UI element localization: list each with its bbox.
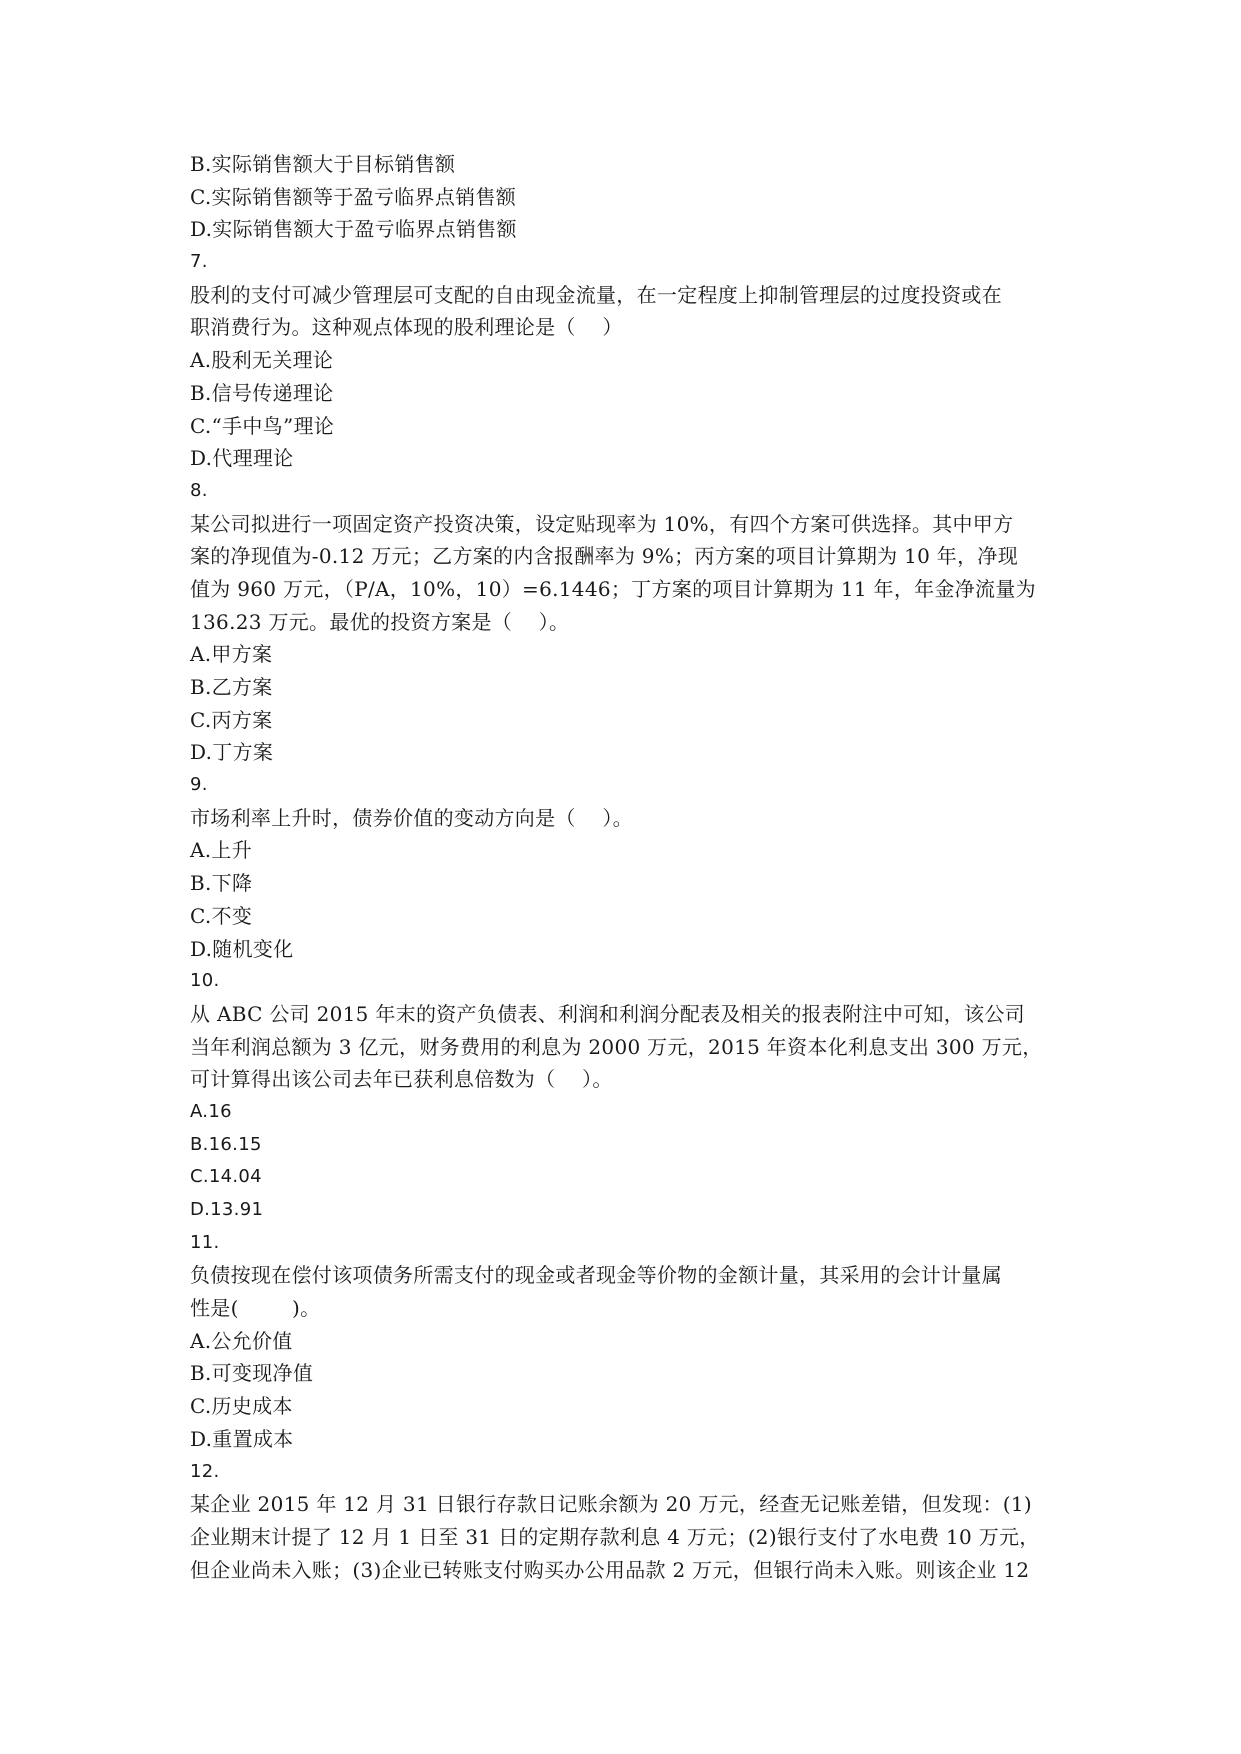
option-line: C.实际销售额等于盈亏临界点销售额 [190,184,517,209]
question-text-line: 市场利率上升时，债券价值的变动方向是（ ）。 [190,805,633,830]
question-8 [190,475,1070,769]
question-text-line: 股利的支付可减少管理层可支配的自由现金流量，在一定程度上抑制管理层的过度投资或在 [190,282,1002,307]
option-line: D.实际销售额大于盈亏临界点销售额 [190,217,517,242]
question-text-line: 但企业尚未入账；(3)企业已转账支付购买办公用品款 2 万元，但银行尚未入账。则该企业 12 [190,1557,1030,1582]
option-line: C.不变 [190,903,253,928]
option-line: C.“手中鸟”理论 [190,413,335,438]
option-line: C.历史成本 [190,1394,293,1419]
question-12 [190,1456,1070,1587]
option-line: A.股利无关理论 [190,348,334,373]
question-11 [190,1227,1070,1456]
option-line: A.公允价值 [190,1328,293,1353]
document-page [190,148,1070,1586]
option-line: C.14.04 [190,1166,262,1188]
question-number: 8. [190,479,208,501]
option-line: B.可变现净值 [190,1361,314,1386]
question-text-line: 企业期末计提了 12 月 1 日至 31 日的定期存款利息 4 万元；(2)银行支付了水电费 10 万元， [190,1524,1040,1549]
option-line: A.16 [190,1100,232,1122]
option-line: D.随机变化 [190,936,294,961]
option-line: B.信号传递理论 [190,380,334,405]
option-line: D.重置成本 [190,1426,294,1451]
option-line: B.实际销售额大于目标销售额 [190,152,456,176]
question-text-line: 某公司拟进行一项固定资产投资决策，设定贴现率为 10%，有四个方案可供选择。其中甲方 [190,511,1014,536]
question-text-line: 性是( )。 [190,1296,321,1321]
question-number: 9. [190,774,208,796]
option-line: A.甲方案 [190,642,273,667]
option-line: C.丙方案 [190,707,273,732]
question-number: 11. [190,1231,220,1253]
option-line: A.上升 [190,838,253,863]
question-7 [190,246,1070,475]
question-text-line: 某企业 2015 年 12 月 31 日银行存款日记账余额为 20 万元，经查无记账差错，但发现：(1) [190,1492,1033,1517]
question-text-line: 可计算得出该公司去年已获利息倍数为（ ）。 [190,1067,613,1092]
question-9 [190,769,1070,965]
option-line: B.16.15 [190,1133,262,1155]
question-text-line: 负债按现在偿付该项债务所需支付的现金或者现金等价物的金额计量，其采用的会计计量属 [190,1263,1002,1288]
question-text-line: 案的净现值为-0.12 万元；乙方案的内含报酬率为 9%；丙方案的项目计算期为 10 年，净现 [190,544,1018,569]
option-line: B.下降 [190,871,253,896]
question-10 [190,965,1070,1227]
question-text-line: 值为 960 万元，（P/A，10%，10）=6.1446；丁方案的项目计算期为 11 年，年金净流量为 [190,576,1036,601]
option-line: D.13.91 [190,1199,264,1220]
previous-question-options [190,148,1070,246]
question-number: 12. [190,1460,220,1482]
question-text-line: 职消费行为。这种观点体现的股利理论是（ ） [190,315,623,340]
question-number: 7. [190,251,208,273]
option-line: D.丁方案 [190,740,274,765]
question-number: 10. [190,970,220,992]
question-text-line: 136.23 万元。最优的投资方案是（ ）。 [190,609,570,634]
question-text-line: 从 ABC 公司 2015 年末的资产负债表、利润和利润分配表及相关的报表附注中可知，该公司 [190,1001,1025,1026]
option-line: B.乙方案 [190,675,273,699]
question-text-line: 当年利润总额为 3 亿元，财务费用的利息为 2000 万元，2015 年资本化利息支出 300 万元， [190,1034,1043,1059]
option-line: D.代理理论 [190,446,294,471]
